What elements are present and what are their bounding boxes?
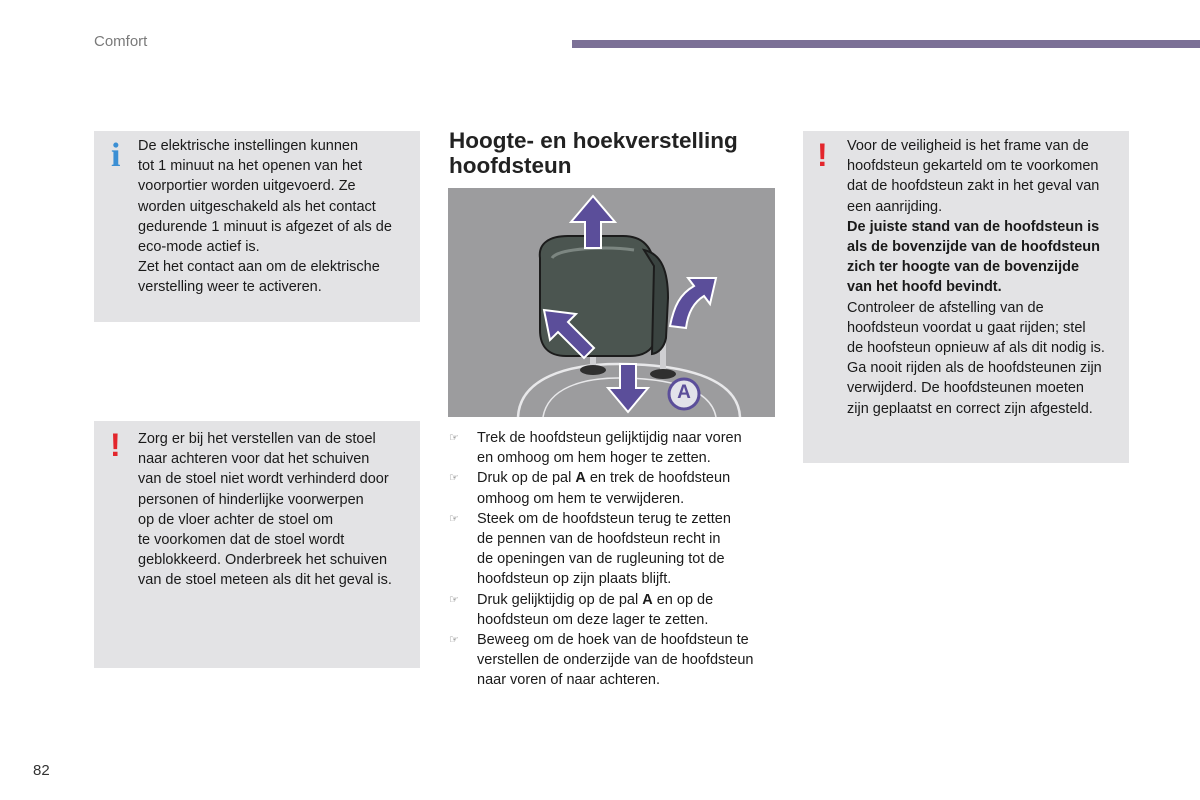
step-line: Beweeg om de hoek van de hoofdsteun te [477, 632, 749, 649]
info-line: verstelling weer te activeren. [138, 279, 322, 296]
step-line: en omhoog om hem hoger te zetten. [477, 450, 711, 467]
warning-line: hoofdsteun gekarteld om te voorkomen [847, 158, 1099, 175]
info-line: worden uitgeschakeld als het contact [138, 198, 376, 215]
post-collar [650, 369, 676, 379]
info-icon: i [111, 137, 121, 174]
info-line: De elektrische instellingen kunnen [138, 138, 359, 154]
warning-box-left [94, 421, 420, 668]
info-line: eco-mode actief is. [138, 239, 260, 256]
warning-line: zijn geplaatst en correct zijn afgesteld. [847, 400, 1093, 417]
arrow-down [608, 364, 648, 412]
warning-line: personen of hinderlijke voorwerpen [138, 491, 364, 508]
warning-icon: ! [110, 427, 121, 463]
step-item [449, 428, 779, 468]
warning-line: Ga nooit rijden als de hoofdsteunen zijn [847, 360, 1102, 377]
warning-line: te voorkomen dat de stoel wordt [138, 532, 345, 549]
step-line: de openingen van de rugleuning tot de [477, 551, 725, 568]
pointer-icon: ☞ [449, 512, 459, 525]
info-line: tot 1 minuut na het openen van het [138, 158, 363, 175]
step-line: omhoog om hem te verwijderen. [477, 490, 685, 507]
step-line: hoofdsteun om deze lager te zetten. [477, 611, 709, 628]
step-line: de pennen van de hoofdsteun recht in [477, 531, 721, 548]
step-line: hoofdsteun op zijn plaats blijft. [477, 571, 672, 588]
info-line: voorportier worden uitgevoerd. Ze [138, 178, 356, 195]
headrest-figure [448, 188, 775, 417]
info-box-text [138, 136, 418, 298]
section-title-line: hoofdsteun [449, 153, 572, 178]
section-title [449, 128, 779, 178]
step-bold: A [642, 591, 653, 608]
step-line: Steek om de hoofdsteun terug te zetten [477, 510, 731, 527]
post-collar [580, 365, 606, 375]
info-line: Zet het contact aan om de elektrische [138, 259, 380, 276]
steps-list [449, 428, 779, 691]
warning-line: dat de hoofdsteun zakt in het geval van [847, 178, 1100, 195]
step-text: Druk op de pal [477, 470, 576, 487]
pointer-icon: ☞ [449, 593, 459, 606]
warning-line-bold: De juiste stand van de hoofdsteun is [847, 218, 1100, 235]
step-line [477, 590, 779, 610]
step-line: naar voren of naar achteren. [477, 672, 660, 689]
step-text: en trek de hoofdsteun [585, 470, 731, 487]
warning-line-bold: als de bovenzijde van de hoofdsteun [847, 239, 1100, 256]
warning-icon: ! [817, 137, 828, 173]
step-bold: A [575, 470, 586, 487]
warning-line: de hoofsteun opnieuw af als dit nodig is. [847, 340, 1105, 357]
step-text: en op de [652, 591, 714, 608]
warning-line: verwijderd. De hoofdsteunen moeten [847, 380, 1084, 397]
pointer-icon: ☞ [449, 634, 459, 647]
headrest-illustration [448, 188, 775, 417]
pointer-icon: ☞ [449, 472, 459, 485]
warning-line: geblokkeerd. Onderbreek het schuiven [138, 552, 388, 569]
warning-line-bold: van het hoofd bevindt. [847, 279, 1002, 296]
header-section-label: Comfort [94, 33, 148, 50]
warning-right-text [847, 136, 1127, 419]
figure-label-a: A [677, 382, 691, 403]
warning-line: Voor de veiligheid is het frame van de [847, 138, 1089, 154]
step-line: verstellen de onderzijde van de hoofdsteun [477, 652, 754, 669]
step-item [449, 468, 779, 508]
section-title-line: Hoogte- en hoekverstelling [449, 128, 738, 153]
warning-line-bold: zich ter hoogte van de bovenzijde [847, 259, 1080, 276]
arrow-tilt-forward [670, 278, 716, 328]
warning-line: Zorg er bij het verstellen van de stoel [138, 431, 376, 447]
info-box [94, 131, 420, 322]
warning-line: Controleer de afstelling van de [847, 299, 1044, 316]
step-line [477, 468, 779, 488]
warning-line: van de stoel niet wordt verhinderd door [138, 471, 389, 488]
page-number: 82 [33, 762, 50, 779]
step-item [449, 509, 779, 590]
step-item [449, 630, 779, 691]
info-line: gedurende 1 minuut is afgezet of als de [138, 218, 392, 235]
pointer-icon: ☞ [449, 432, 459, 444]
warning-line: naar achteren voor dat het schuiven [138, 451, 370, 468]
warning-line: van de stoel meteen als dit het geval is. [138, 572, 392, 589]
warning-line: een aanrijding. [847, 198, 943, 215]
step-line: Trek de hoofdsteun gelijktijdig naar voren [477, 430, 742, 446]
header-bar [572, 40, 1200, 48]
warning-box-right [803, 131, 1129, 463]
warning-left-text [138, 429, 418, 591]
step-item [449, 590, 779, 630]
warning-line: hoofdsteun voordat u gaat rijden; stel [847, 319, 1086, 336]
warning-line: op de vloer achter de stoel om [138, 511, 334, 528]
step-text: Druk gelijktijdig op de pal [477, 591, 643, 608]
